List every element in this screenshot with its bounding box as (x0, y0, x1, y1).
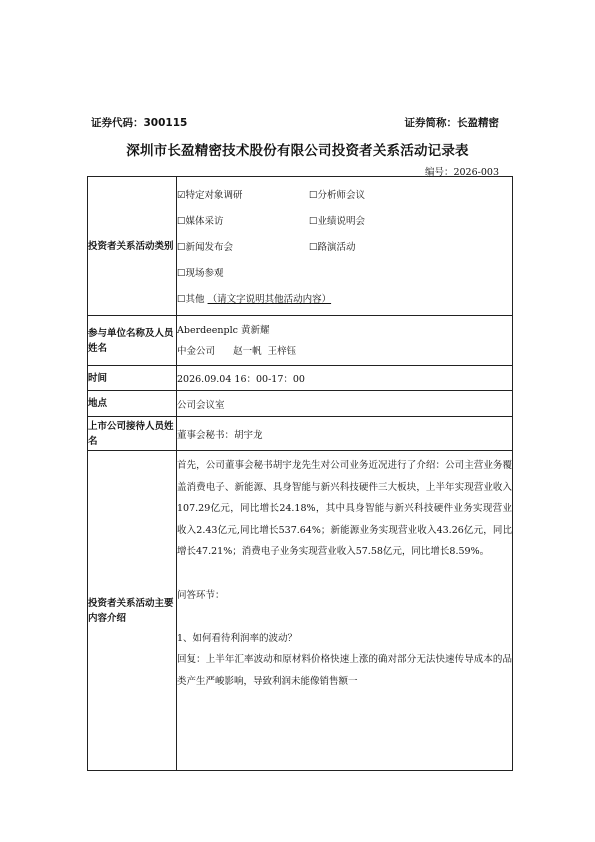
option-specific-research[interactable]: ☑特定对象调研 (177, 190, 243, 201)
location-label: 地点 (88, 391, 177, 417)
option-site-visit[interactable]: ☐现场参观 (177, 268, 224, 279)
option-other-note: （请文字说明其他活动内容） (207, 294, 332, 305)
receivers-value: 董事会秘书：胡宇龙 (177, 417, 513, 451)
row-main-content (88, 451, 513, 771)
main-content-label: 投资者关系活动主要内容介绍 (88, 451, 177, 771)
answer-1: 回复：上半年汇率波动和原材料价格快速上涨的确对部分无法快速传导成本的品类产生严峻影响，导致利润未能像销售额一 (177, 654, 512, 687)
qa-heading: 问答环节： (177, 589, 225, 601)
option-roadshow[interactable]: ☐路演活动 (309, 242, 356, 253)
row-location (88, 391, 513, 417)
receivers-label: 上市公司接待人员姓名 (88, 417, 177, 451)
row-activity-type (88, 177, 513, 316)
row-receivers (88, 417, 513, 451)
option-analyst-meeting[interactable]: ☐分析师会议 (309, 190, 366, 201)
row-participants (88, 316, 513, 366)
document-title: 深圳市长盈精密技术股份有限公司投资者关系活动记录表 (126, 143, 469, 159)
option-other[interactable]: ☐其他 (177, 294, 205, 305)
participants-label: 参与单位名称及人员姓名 (88, 316, 177, 366)
activity-type-options (177, 177, 513, 316)
intro-paragraph: 首先，公司董事会秘书胡宇龙先生对公司业务近况进行了介绍：公司主营业务覆盖消费电子、新能源、具身智能与新兴科技硬件三大板块，上半年实现营业收入107.29亿元，同比增长24.18%，其中具身智能与新兴科技硬件业务实现营业收入2.43亿元,同比增长537.64%；新能源业务实现营业收入43.26亿元，同比增长47.21%；消费电子业务实现营业收入57.58亿元，同比增长8.59%。 (177, 460, 512, 558)
stock-short-name: 证券简称：长盈精密 (404, 117, 499, 129)
participants-line-2: 中金公司 赵一帆 王梓钰 (177, 345, 297, 357)
time-label: 时间 (88, 366, 177, 391)
question-1: 1、如何看待利润率的波动？ (177, 632, 298, 644)
document-header (91, 115, 499, 129)
option-press-conference[interactable]: ☐新闻发布会 (177, 242, 234, 253)
stock-code: 证券代码：300115 (91, 117, 188, 129)
row-time (88, 366, 513, 391)
activity-type-label: 投资者关系活动类别 (88, 177, 177, 316)
record-table (87, 176, 513, 771)
option-media-interview[interactable]: ☐媒体采访 (177, 216, 224, 227)
location-value: 公司会议室 (177, 391, 513, 417)
participants-line-1: Aberdeenplc 黄新耀 (177, 324, 270, 336)
time-value: 2026.09.04 16：00-17：00 (177, 366, 513, 391)
option-earnings-call[interactable]: ☐业绩说明会 (309, 216, 366, 227)
record-number: 编号：2026-003 (424, 167, 499, 178)
